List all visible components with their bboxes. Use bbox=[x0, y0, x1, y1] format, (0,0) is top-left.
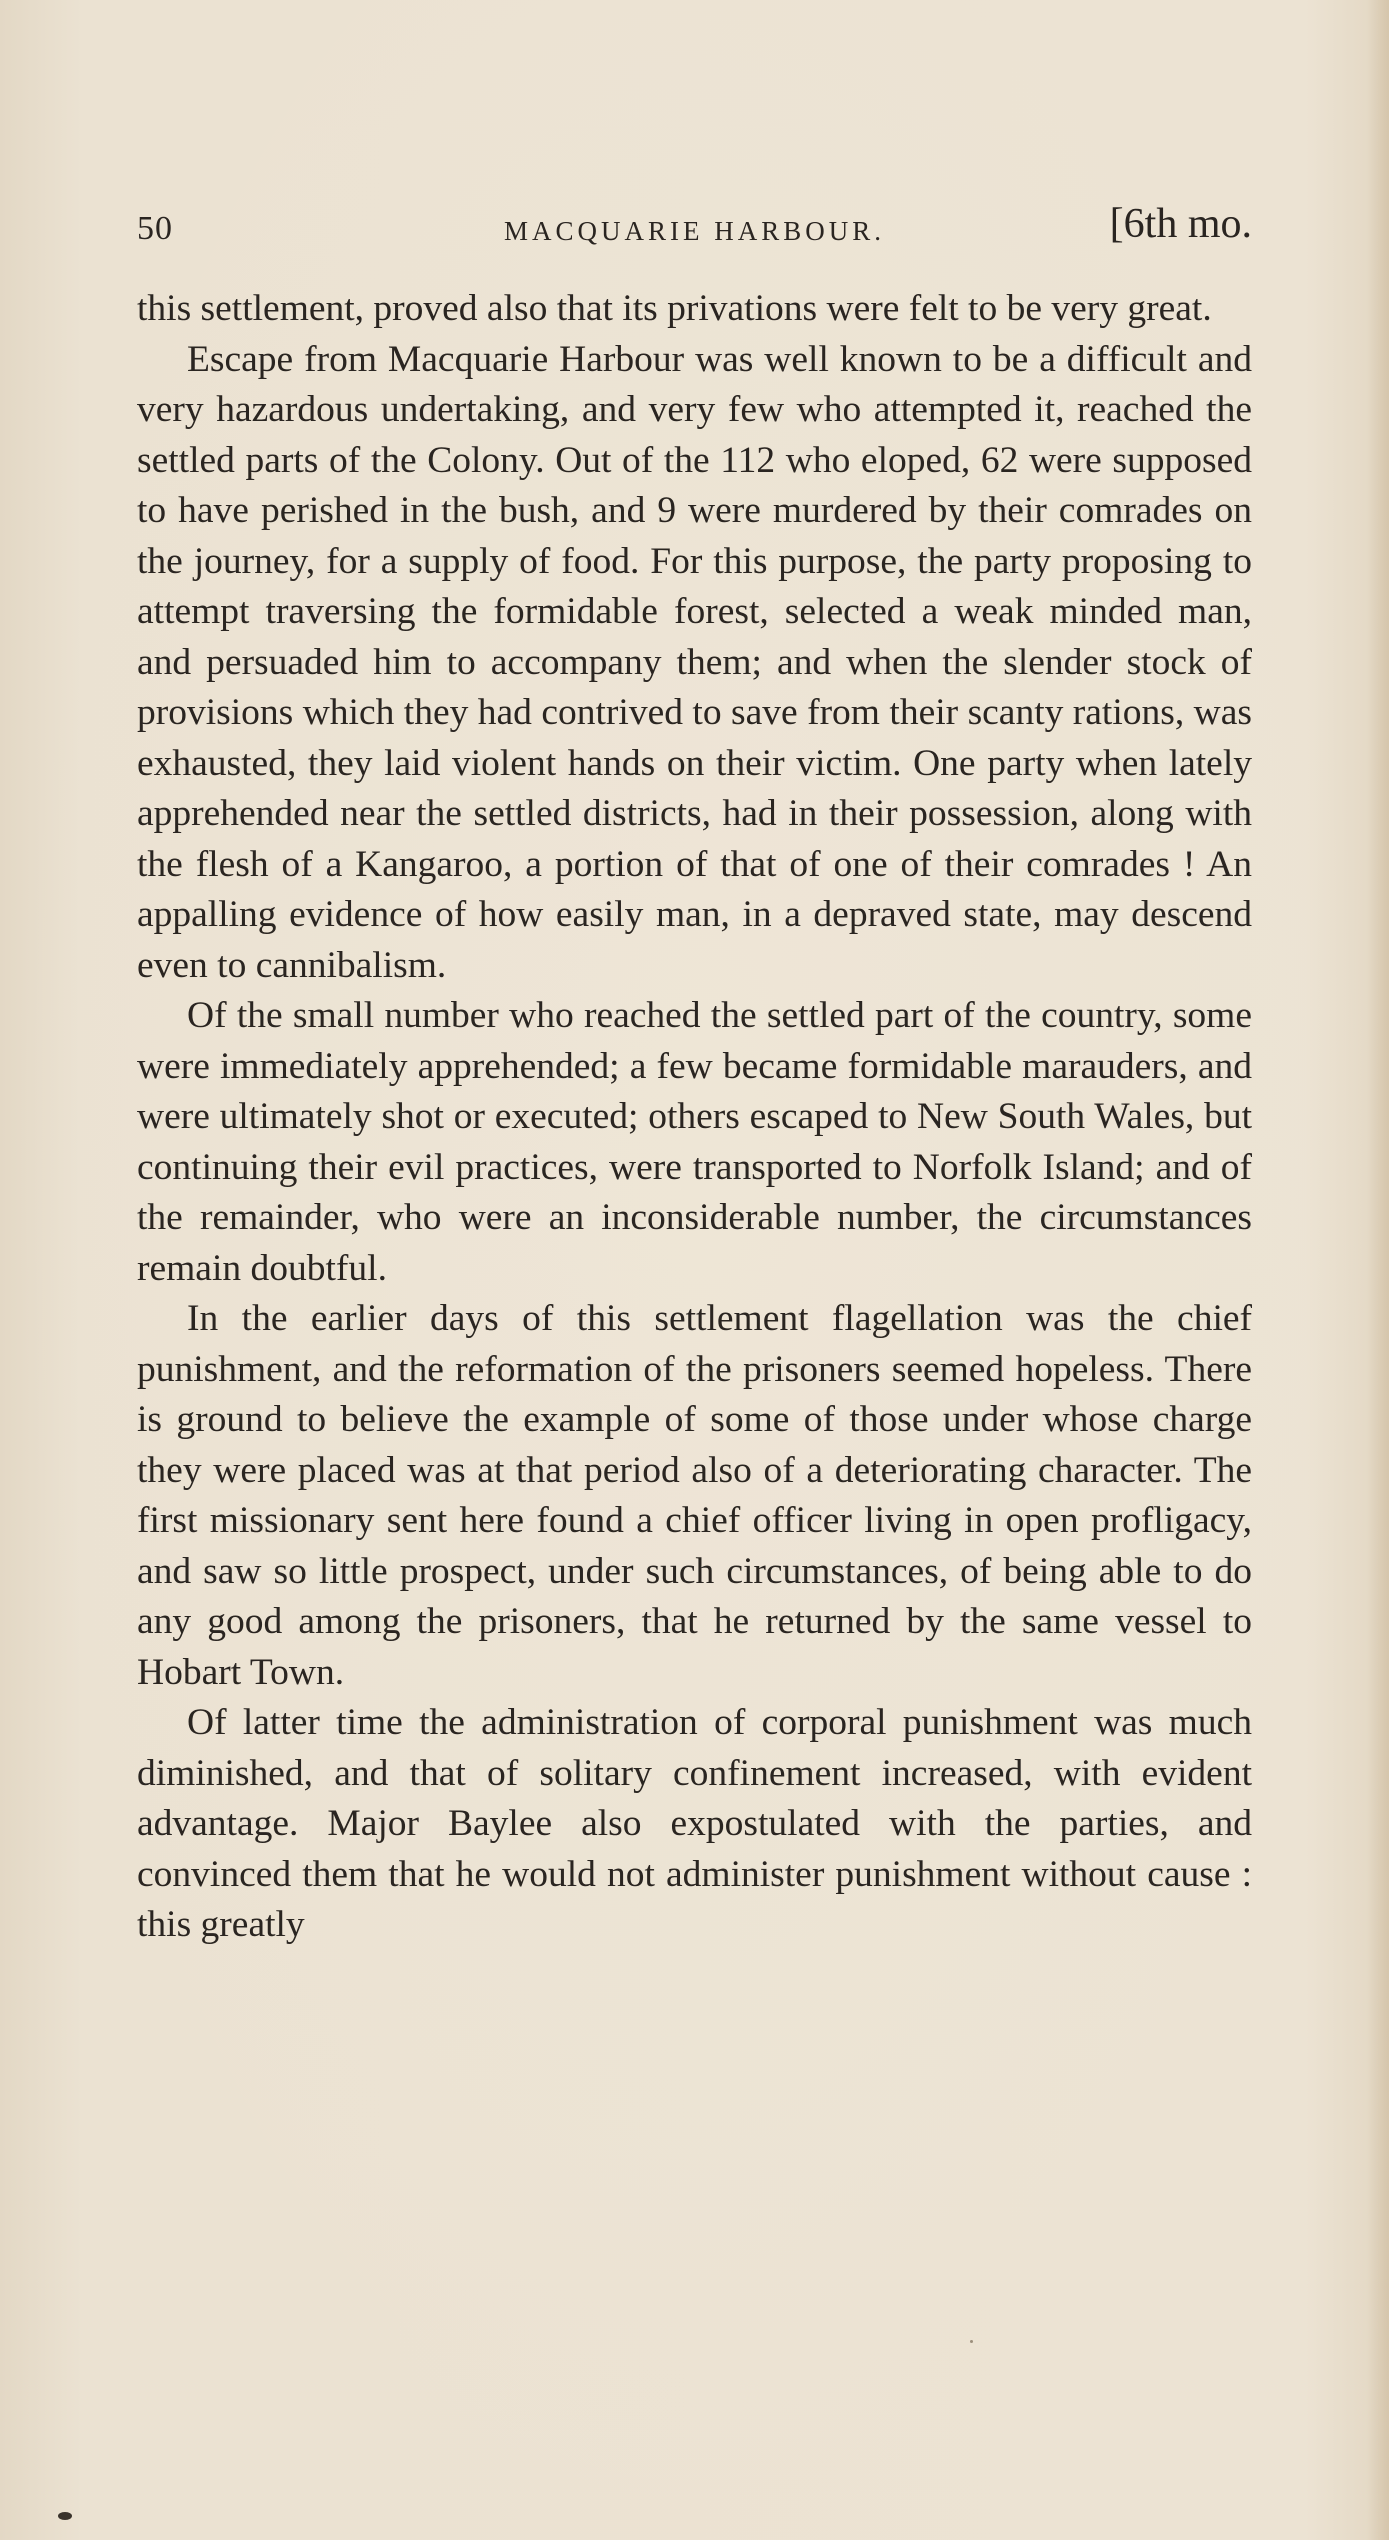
running-header bbox=[137, 196, 1252, 266]
paragraph-continuation: this settlement, proved also that its privations were felt to be very great. bbox=[137, 288, 1212, 329]
paragraph-latter-time: Of latter time the administration of corporal punishment was much diminished, and that of solitary confinement increased, with evident advantage. Major Baylee also expostulated with the parties, and convinced them that he would not administer punishment without cause : this greatly bbox=[137, 1702, 1252, 1945]
page-edge-shadow bbox=[1367, 0, 1389, 2540]
page-number: 50 bbox=[137, 210, 173, 247]
body-text bbox=[137, 284, 1252, 1951]
running-title: MACQUARIE HARBOUR. bbox=[503, 216, 886, 246]
paper-speck bbox=[970, 2340, 973, 2343]
paragraph-small-number: Of the small number who reached the settled part of the country, some were immediately apprehended; a few became formidable marauders, and were ultimately shot or executed; others escaped to New South Wales, but continuing their evil practices, were transported to Norfolk Island; and of the remainder, who were an inconsiderable number, the circumstances remain doubtful. bbox=[137, 995, 1252, 1289]
paragraph-escape: Escape from Macquarie Harbour was well known to be a difficult and very hazardous undertaking, and very few who attempted it, reached the settled parts of the Colony. Out of the 112 who eloped, 62 were supposed to have perished in the bush, and 9 were murdered by their comrades on the journey, for a supply of food. For this purpose, the party proposing to attempt traversing the formidable forest, selected a weak minded man, and persuaded him to accompany them; and when the slender stock of provisions which they had contrived to save from their scanty rations, was exhausted, they laid violent hands on their victim. One party when lately apprehended near the settled districts, had in their possession, along with the flesh of a Kangaroo, a portion of that of one of their comrades ! An appalling evidence of how easily man, in a depraved state, may descend even to cannibalism. bbox=[137, 338, 1252, 986]
paragraph-earlier-days: In the earlier days of this settlement flagellation was the chief punishment, and the reformation of the prisoners seemed hopeless. There is ground to believe the example of some of those under whose charge they were placed was at that period also of a deteriorating character. The first missionary sent here found a chief officer living in open profligacy, and saw so little prospect, under such circumstances, of being able to do any good among the prisoners, that he returned by the same vessel to Hobart Town. bbox=[137, 1298, 1252, 1693]
section-mark: [6th mo. bbox=[1109, 201, 1252, 247]
ink-speck bbox=[58, 2512, 72, 2520]
